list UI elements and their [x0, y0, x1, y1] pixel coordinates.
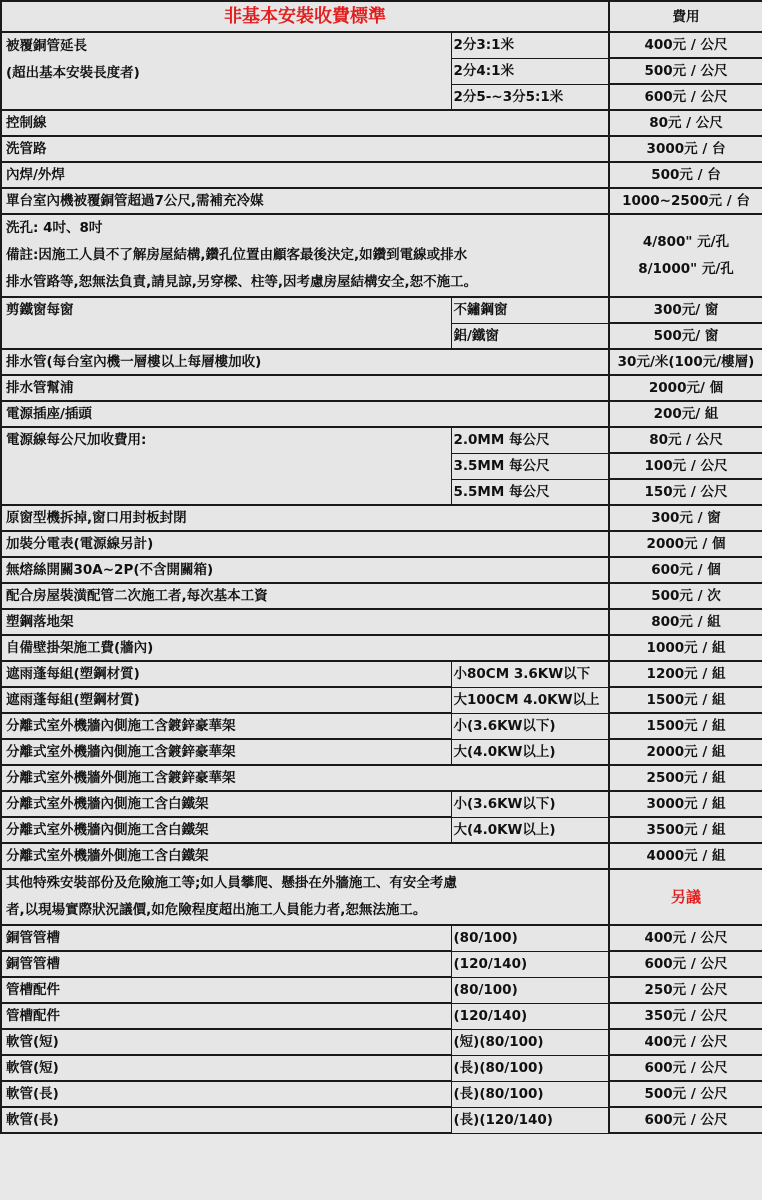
- price-text: 2000元 / 組: [646, 744, 726, 760]
- item-cell: [1, 136, 609, 162]
- price-cell: [609, 1081, 762, 1107]
- price-cell: [609, 609, 762, 635]
- price-cell: [609, 349, 762, 375]
- price-text: 8/1000" 元/孔: [638, 260, 734, 277]
- price-cell: [609, 977, 762, 1003]
- table-row: [1, 188, 762, 214]
- price-text: 4/800" 元/孔: [642, 233, 730, 250]
- item-cell: [1, 713, 451, 739]
- price-text: 2000元/ 個: [648, 380, 724, 396]
- price-text: 1500元 / 組: [646, 718, 726, 734]
- table-row: [1, 713, 762, 739]
- spec-cell: 2分5-~3分5:1米: [451, 84, 609, 110]
- price-cell: [609, 791, 762, 817]
- price-cell: [609, 479, 762, 505]
- table-row: [1, 635, 762, 661]
- item-text: 軟管(短): [6, 1060, 59, 1076]
- spec-cell: 5.5MM 每公尺: [451, 479, 609, 505]
- spec-cell: 3.5MM 每公尺: [451, 453, 609, 479]
- fee-header: 費用: [609, 1, 762, 32]
- spec-cell: 大(4.0KW以上): [451, 817, 609, 843]
- item-cell: [1, 349, 609, 375]
- spec-cell: 大(4.0KW以上): [451, 739, 609, 765]
- table-row: [1, 925, 762, 951]
- item-cell: [1, 32, 451, 110]
- item-cell: [1, 162, 609, 188]
- table-title: 非基本安裝收費標準: [1, 1, 609, 32]
- table-row: [1, 609, 762, 635]
- table-row: [1, 214, 762, 297]
- price-text: 500元 / 公尺: [644, 63, 728, 79]
- table-row: [1, 110, 762, 136]
- item-text: 銅管管槽: [6, 930, 60, 946]
- table-row: [1, 349, 762, 375]
- price-text: 1000元 / 組: [646, 640, 726, 656]
- item-text: 原窗型機拆掉,窗口用封板封閉: [6, 510, 187, 526]
- item-text: 軟管(短): [6, 1034, 59, 1050]
- item-cell: [1, 557, 609, 583]
- price-text: 400元 / 公尺: [644, 930, 728, 946]
- price-text: 3000元 / 組: [646, 796, 726, 812]
- table-row: [1, 661, 762, 687]
- item-text: 分離式室外機牆外側施工含鍍鋅豪華架: [6, 770, 236, 786]
- price-text: 500元 / 公尺: [644, 1086, 728, 1102]
- spec-cell: 大100CM 4.0KW以上: [451, 687, 609, 713]
- price-cell: [609, 951, 762, 977]
- header-row: [1, 1, 762, 32]
- price-text: 另議: [670, 888, 701, 906]
- item-cell: [1, 1107, 451, 1133]
- price-cell: [609, 925, 762, 951]
- item-cell: [1, 739, 451, 765]
- table-row: [1, 583, 762, 609]
- item-cell: [1, 1081, 451, 1107]
- item-cell: [1, 188, 609, 214]
- table-row: [1, 1003, 762, 1029]
- table-row: [1, 427, 762, 453]
- price-cell: [609, 1003, 762, 1029]
- item-text: 分離式室外機牆內側施工含鍍鋅豪華架: [6, 718, 236, 734]
- item-text: 管槽配件: [6, 982, 60, 998]
- table-row: [1, 1029, 762, 1055]
- item-text: 電源插座/插頭: [6, 406, 92, 422]
- price-text: 500元 / 次: [651, 588, 721, 604]
- item-text: 剪鐵窗每窗: [6, 302, 74, 318]
- item-cell: [1, 1055, 451, 1081]
- item-text: 軟管(長): [6, 1086, 59, 1102]
- item-text: 加裝分電表(電源線另計): [6, 536, 154, 552]
- price-cell: [609, 713, 762, 739]
- price-text: 400元 / 公尺: [644, 1034, 728, 1050]
- table-row: [1, 136, 762, 162]
- price-cell: [609, 58, 762, 84]
- spec-cell: (長)(120/140): [451, 1107, 609, 1133]
- price-text: 500元/ 窗: [653, 328, 719, 344]
- item-cell: [1, 531, 609, 557]
- price-text: 300元 / 窗: [651, 510, 721, 526]
- item-text: 遮雨蓬每組(塑鋼材質): [6, 692, 140, 708]
- item-cell: [1, 505, 609, 531]
- table-row: [1, 791, 762, 817]
- spec-cell: (長)(80/100): [451, 1081, 609, 1107]
- table-row: [1, 739, 762, 765]
- spec-cell: (80/100): [451, 925, 609, 951]
- table-row: [1, 869, 762, 925]
- item-text: 分離式室外機牆內側施工含白鐵架: [6, 796, 209, 812]
- item-text: 排水管路等,恕無法負責,請見諒,另穿樑、柱等,因考慮房屋結構安全,恕不施工。: [6, 274, 478, 290]
- price-text: 600元 / 公尺: [644, 956, 728, 972]
- item-cell: [1, 427, 451, 505]
- price-text: 300元/ 窗: [653, 302, 719, 318]
- price-text: 400元 / 公尺: [644, 37, 728, 53]
- item-text: 內焊/外焊: [6, 167, 65, 183]
- table-row: [1, 531, 762, 557]
- spec-cell: (80/100): [451, 977, 609, 1003]
- spec-cell: 小(3.6KW以下): [451, 713, 609, 739]
- price-cell: [609, 188, 762, 214]
- item-cell: [1, 375, 609, 401]
- item-text: 軟管(長): [6, 1112, 59, 1128]
- price-cell: [609, 1107, 762, 1133]
- price-cell: [609, 375, 762, 401]
- item-cell: [1, 765, 609, 791]
- spec-cell: (120/140): [451, 1003, 609, 1029]
- price-cell: [609, 136, 762, 162]
- item-text: 銅管管槽: [6, 956, 60, 972]
- price-cell: [609, 557, 762, 583]
- item-cell: [1, 661, 451, 687]
- price-text: 30元/米(100元/樓層): [617, 354, 755, 370]
- price-cell: [609, 32, 762, 58]
- price-text: 600元 / 個: [651, 562, 721, 578]
- table-row: [1, 951, 762, 977]
- price-cell: [609, 84, 762, 110]
- item-text: 配合房屋裝潢配管二次施工者,每次基本工資: [6, 588, 268, 604]
- price-text: 600元 / 公尺: [644, 89, 728, 105]
- table-row: [1, 505, 762, 531]
- item-text: 者,以現場實際狀況議價,如危險程度超出施工人員能力者,恕無法施工。: [6, 902, 427, 918]
- item-cell: [1, 214, 609, 297]
- price-cell: [609, 162, 762, 188]
- price-cell: [609, 323, 762, 349]
- price-text: 100元 / 公尺: [644, 458, 728, 474]
- spec-cell: 2分4:1米: [451, 58, 609, 84]
- price-cell: [609, 843, 762, 869]
- item-cell: [1, 869, 609, 925]
- price-cell: [609, 531, 762, 557]
- price-text: 200元/ 組: [653, 406, 719, 422]
- price-cell: [609, 110, 762, 136]
- item-cell: [1, 791, 451, 817]
- table-row: [1, 32, 762, 58]
- price-cell: [609, 583, 762, 609]
- price-text: 1500元 / 組: [646, 692, 726, 708]
- price-text: 1200元 / 組: [646, 666, 726, 682]
- item-cell: [1, 687, 451, 713]
- table-row: [1, 817, 762, 843]
- spec-cell: 小80CM 3.6KW以下: [451, 661, 609, 687]
- price-text: 250元 / 公尺: [644, 982, 728, 998]
- item-text: 塑鋼落地架: [6, 614, 74, 630]
- table-row: [1, 375, 762, 401]
- table-row: [1, 765, 762, 791]
- price-cell: [609, 505, 762, 531]
- item-text: 管槽配件: [6, 1008, 60, 1024]
- spec-cell: 鋁/鐵窗: [451, 323, 609, 349]
- price-cell: [609, 401, 762, 427]
- price-text: 2000元 / 個: [646, 536, 726, 552]
- price-cell: [609, 427, 762, 453]
- price-text: 600元 / 公尺: [644, 1112, 728, 1128]
- price-text: 500元 / 台: [651, 167, 721, 183]
- price-text: 800元 / 組: [651, 614, 721, 630]
- item-text: 其他特殊安裝部份及危險施工等;如人員攀爬、懸掛在外牆施工、有安全考慮: [6, 875, 457, 891]
- item-cell: [1, 401, 609, 427]
- price-cell: [609, 869, 762, 925]
- price-text: 80元 / 公尺: [649, 432, 723, 448]
- price-cell: [609, 765, 762, 791]
- price-text: 2500元 / 組: [646, 770, 726, 786]
- spec-cell: 小(3.6KW以下): [451, 791, 609, 817]
- item-cell: [1, 925, 451, 951]
- item-text: 控制線: [6, 115, 47, 131]
- spec-cell: (短)(80/100): [451, 1029, 609, 1055]
- item-cell: [1, 1029, 451, 1055]
- spec-cell: 2.0MM 每公尺: [451, 427, 609, 453]
- item-cell: [1, 977, 451, 1003]
- table-row: [1, 977, 762, 1003]
- item-text: 洗孔: 4吋、8吋: [6, 220, 103, 236]
- item-text: 分離式室外機牆內側施工含白鐵架: [6, 822, 209, 838]
- price-cell: [609, 1029, 762, 1055]
- price-cell: [609, 214, 762, 297]
- price-text: 4000元 / 組: [646, 848, 726, 864]
- item-text: 分離式室外機牆內側施工含鍍鋅豪華架: [6, 744, 236, 760]
- item-text: 排水管(每台室內機一層樓以上每層樓加收): [6, 354, 262, 370]
- item-cell: [1, 1003, 451, 1029]
- item-text: 遮雨蓬每組(塑鋼材質): [6, 666, 140, 682]
- price-cell: [609, 635, 762, 661]
- item-text: 單台室內機被覆銅管超過7公尺,需補充冷媒: [6, 193, 264, 209]
- item-text: 電源線每公尺加收費用:: [6, 432, 147, 448]
- price-text: 3500元 / 組: [646, 822, 726, 838]
- item-cell: [1, 609, 609, 635]
- price-cell: [609, 739, 762, 765]
- item-text: 洗管路: [6, 141, 47, 157]
- item-text: 備註:因施工人員不了解房屋結構,鑽孔位置由顧客最後決定,如鑽到電線或排水: [6, 247, 468, 263]
- item-cell: [1, 583, 609, 609]
- price-cell: [609, 817, 762, 843]
- item-cell: [1, 951, 451, 977]
- table-row: [1, 1055, 762, 1081]
- price-text: 600元 / 公尺: [644, 1060, 728, 1076]
- price-cell: [609, 687, 762, 713]
- item-text: 排水管幫浦: [6, 380, 74, 396]
- item-text: 被覆銅管延長: [6, 38, 87, 54]
- item-text: (超出基本安裝長度者): [6, 65, 140, 81]
- table-row: [1, 1081, 762, 1107]
- price-cell: [609, 1055, 762, 1081]
- price-text: 150元 / 公尺: [644, 484, 728, 500]
- spec-cell: (長)(80/100): [451, 1055, 609, 1081]
- item-cell: [1, 817, 451, 843]
- table-row: [1, 687, 762, 713]
- item-text: 自備壁掛架施工費(牆內): [6, 640, 154, 656]
- price-cell: [609, 297, 762, 323]
- price-text: 1000~2500元 / 台: [622, 193, 750, 209]
- item-cell: [1, 635, 609, 661]
- item-cell: [1, 843, 609, 869]
- table-row: [1, 557, 762, 583]
- price-text: 350元 / 公尺: [644, 1008, 728, 1024]
- table-row: [1, 297, 762, 323]
- price-text: 3000元 / 台: [646, 141, 726, 157]
- item-text: 分離式室外機牆外側施工含白鐵架: [6, 848, 209, 864]
- spec-cell: (120/140): [451, 951, 609, 977]
- item-cell: [1, 297, 451, 349]
- price-text: 80元 / 公尺: [649, 115, 723, 131]
- spec-cell: 2分3:1米: [451, 32, 609, 58]
- price-cell: [609, 453, 762, 479]
- spec-cell: 不鏽鋼窗: [451, 297, 609, 323]
- price-cell: [609, 661, 762, 687]
- table-row: [1, 843, 762, 869]
- item-cell: [1, 110, 609, 136]
- item-text: 無熔絲開關30A~2P(不含開關箱): [6, 562, 214, 578]
- table-row: [1, 1107, 762, 1133]
- table-row: [1, 162, 762, 188]
- table-row: [1, 401, 762, 427]
